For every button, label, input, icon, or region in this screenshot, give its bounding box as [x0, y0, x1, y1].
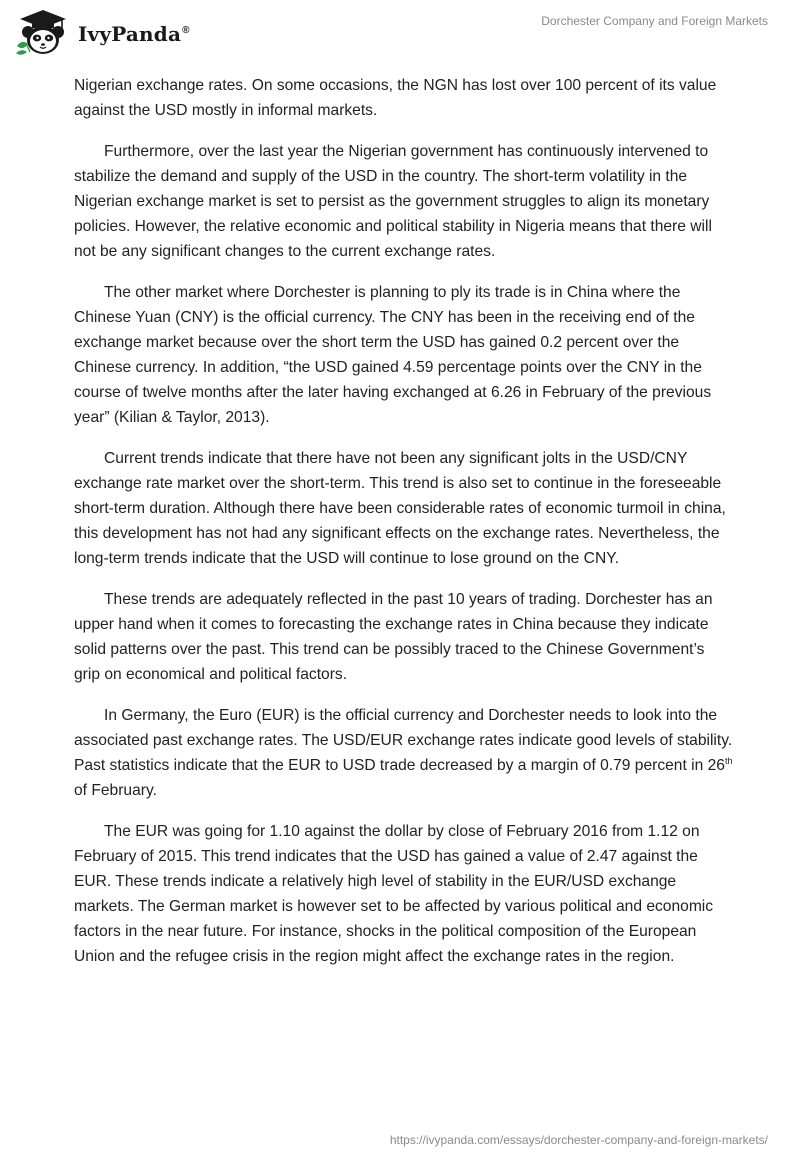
brand-name: IvyPanda®: [78, 22, 190, 46]
paragraph-7: The EUR was going for 1.10 against the dollar by close of February 2016 from 1.12 on February of 2015. This trend indicates that the USD has gained a value of 2.47 against the EUR. These trends indicate a relatively high level of stability in the EUR/USD exchange markets. The German market is however set to be affected by various political and economic factors in the near future. For instance, shocks in the political composition of the European Union and the refugee crisis in the region might affect the exchange rates in the region.: [74, 823, 714, 965]
paragraph-1: Nigerian exchange rates. On some occasions, the NGN has lost over 100 percent of its value against the USD mostly in informal markets.: [74, 77, 717, 119]
paragraph-5: These trends are adequately reflected in the past 10 years of trading. Dorchester has an upper hand when it comes to forecasting the exchange rates in China because they indicate solid patterns over the past. This trend can be possibly traced to the Chinese Government’s grip on economical and political factors.: [74, 591, 713, 683]
essay-body: [74, 73, 734, 985]
page-header: [0, 0, 800, 62]
paragraph-6: [74, 703, 734, 803]
document-title: Dorchester Company and Foreign Markets: [541, 14, 768, 28]
paragraph-3: The other market where Dorchester is planning to ply its trade is in China where the Chinese Yuan (CNY) is the official currency. The CNY has been in the receiving end of the exchange market because over the short term the USD has gained 0.2 percent over the Chinese currency. In addition, “the USD gained 4.59 percentage points over the CNY in the course of twelve months after the later having exchanged at 6.26 in February of the previous year” (Kilian & Taylor, 2013).: [74, 284, 712, 426]
ordinal-suffix: th: [724, 755, 733, 766]
panda-graduation-cap-icon: [14, 6, 72, 58]
paragraph-6-end: of February.: [74, 782, 157, 799]
paragraph-4: Current trends indicate that there have not been any significant jolts in the USD/CNY exchange rate market over the short-term. This trend is also set to continue in the foreseeable short-term duration. Although there have been considerable rates of economic turmoil in china, this development has not had any significant effects on the exchange rates. Nevertheless, the long-term trends indicate that the USD will continue to lose ground on the CNY.: [74, 450, 726, 567]
registered-mark: ®: [182, 25, 190, 37]
ivypanda-logo[interactable]: [14, 6, 190, 58]
paragraph-6-text: In Germany, the Euro (EUR) is the official currency and Dorchester needs to look into the associated past exchange rates. The USD/EUR exchange rates indicate good levels of stability. Past statistics indicate that the EUR to USD trade decreased by a margin of 0.79 percent in 26: [74, 707, 733, 774]
source-url[interactable]: https://ivypanda.com/essays/dorchester-company-and-foreign-markets/: [389, 1133, 768, 1147]
paragraph-2: Furthermore, over the last year the Nigerian government has continuously intervened to stabilize the demand and supply of the USD in the country. The short-term volatility in the Nigerian exchange market is set to persist as the government struggles to align its monetary policies. However, the relative economic and political stability in Nigeria means that there will not be any significant changes to the current exchange rates.: [74, 143, 712, 260]
